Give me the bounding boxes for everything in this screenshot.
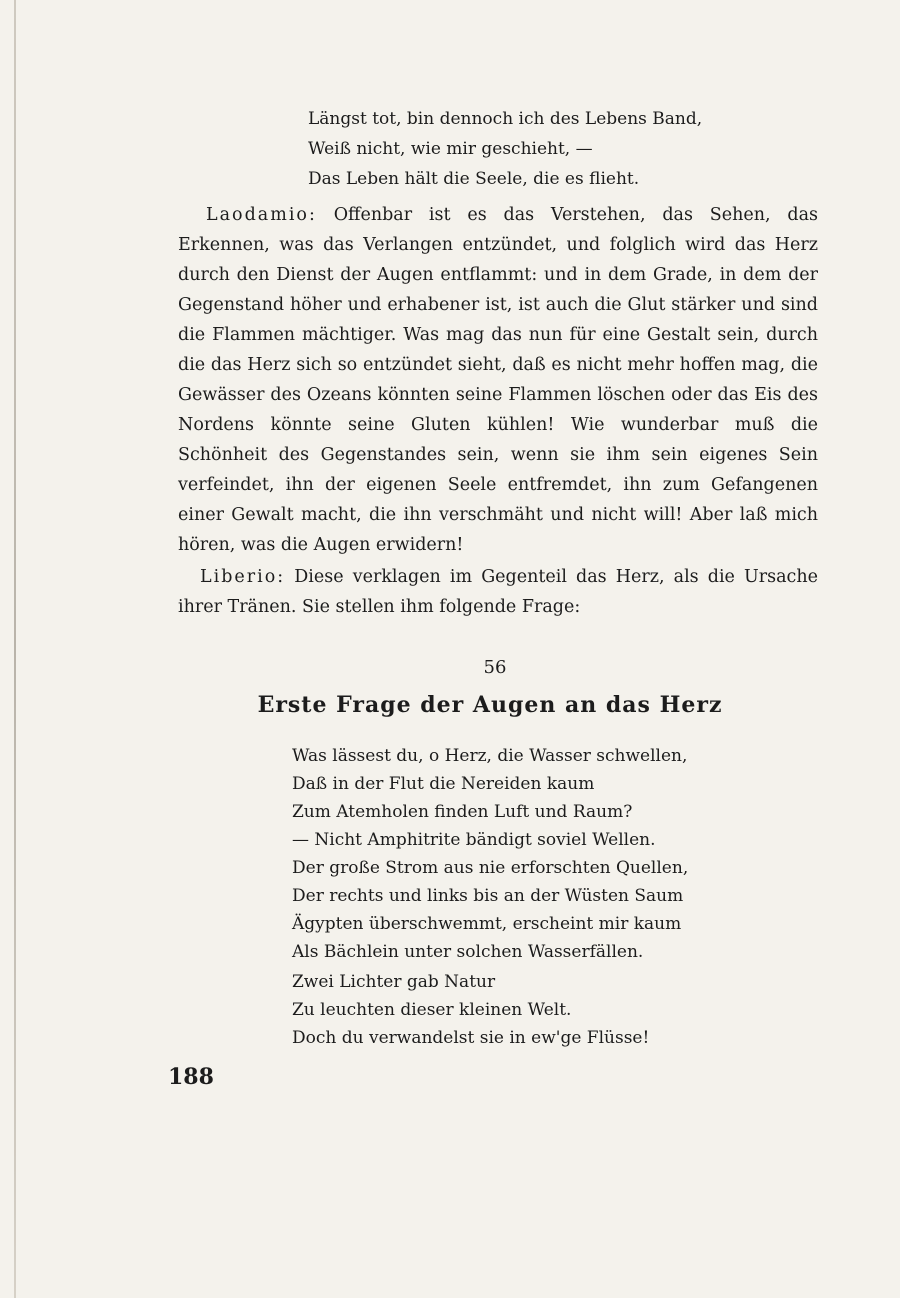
poem-line: Der rechts und links bis an der Wüsten Saum xyxy=(292,886,684,906)
poem-title: Erste Frage der Augen an das Herz xyxy=(257,692,723,718)
page-edge xyxy=(14,0,16,1298)
speaker-name: Laodamio: xyxy=(206,205,317,225)
dialogue-paragraph-liberio xyxy=(178,562,818,622)
poem-line: — Nicht Amphitrite bändigt soviel Wellen. xyxy=(292,830,656,850)
verse-line: Weiß nicht, wie mir geschieht, — xyxy=(308,139,593,159)
verse-fragment xyxy=(308,104,702,194)
poem-stanza xyxy=(292,968,649,1052)
poem-number: 56 xyxy=(483,657,507,678)
poem-line: Daß in der Flut die Nereiden kaum xyxy=(292,774,595,794)
poem-stanza xyxy=(292,854,688,966)
speaker-name: Liberio: xyxy=(200,567,286,587)
poem-line: Zu leuchten dieser kleinen Welt. xyxy=(292,1000,572,1020)
poem-line: Zum Atemholen finden Luft und Raum? xyxy=(292,802,633,822)
poem-line: Als Bächlein unter solchen Wasserfällen. xyxy=(292,942,644,962)
dialogue-paragraph-laodamio xyxy=(178,200,818,560)
poem-line: Doch du verwandelst sie in ew'ge Flüsse! xyxy=(292,1028,650,1048)
poem-line: Zwei Lichter gab Natur xyxy=(292,972,496,992)
verse-line: Das Leben hält die Seele, die es flieht. xyxy=(308,169,640,189)
dialogue-prose xyxy=(178,200,818,622)
paragraph-text: Diese verklagen im Gegenteil das Herz, als die Ursache ihrer Tränen. Sie stellen ihm folgende Frage: xyxy=(178,567,818,617)
poem-line: Der große Strom aus nie erforschten Quellen, xyxy=(292,858,689,878)
poem-stanza xyxy=(292,742,687,854)
verse-line: Längst tot, bin dennoch ich des Lebens Band, xyxy=(308,109,703,129)
poem-line: Ägypten überschwemmt, erscheint mir kaum xyxy=(292,914,682,934)
poem-line: Was lässest du, o Herz, die Wasser schwellen, xyxy=(292,746,688,766)
paragraph-text: Offenbar ist es das Verstehen, das Sehen, das Erkennen, was das Verlangen entzündet, und folglich wird das Herz durch den Dienst der Augen entflammt: und in dem Grade, in dem der Gegenstand höher und erhabener ist, ist auch die Glut stärker und sind die Flammen mächtiger. Was mag das nun für eine Gestalt sein, durch die das Herz sich so entzündet sieht, daß es nicht mehr hoffen mag, die Gewässer des Ozeans könnten seine Flammen löschen oder das Eis des Nordens könnte seine Gluten kühlen! Wie wunderbar muß die Schönheit des Gegenstandes sein, wenn sie ihm sein eigenes Sein verfeindet, ihn der eigenen Seele entfremdet, ihn zum Gefangenen einer Gewalt macht, die ihn verschmäht und nicht will! Aber laß mich hören, was die Augen erwidern! xyxy=(178,205,818,555)
page-number: 188 xyxy=(168,1064,214,1090)
